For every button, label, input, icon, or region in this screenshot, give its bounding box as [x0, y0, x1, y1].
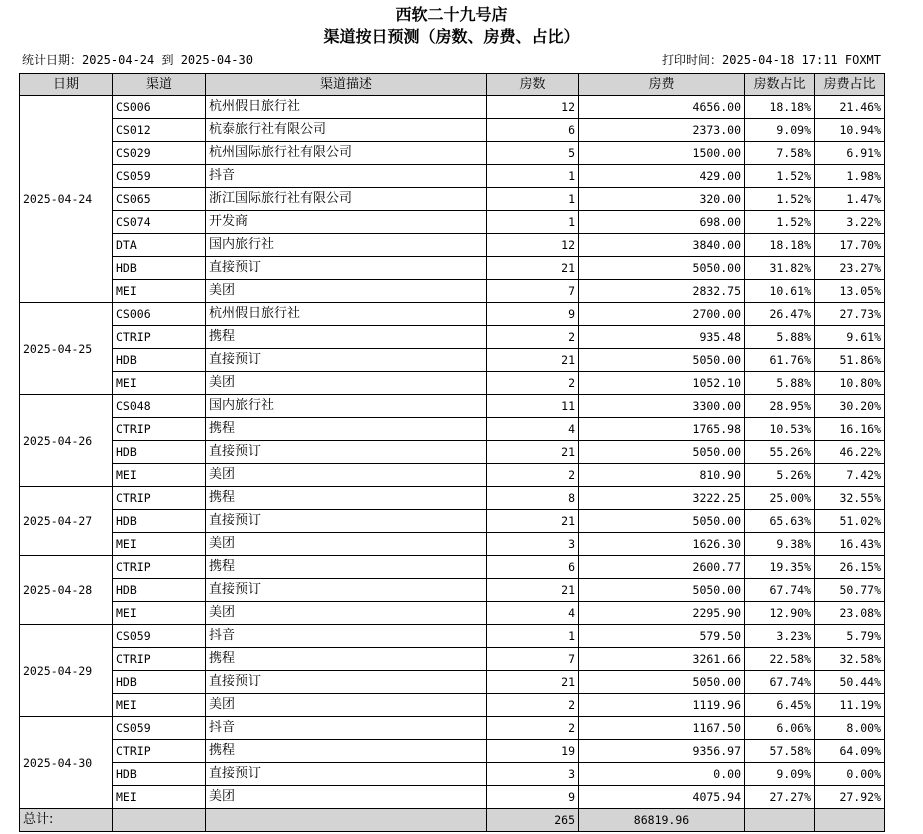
- channel-code-cell: HDB: [113, 579, 206, 602]
- table-row: [20, 717, 885, 740]
- room-pct-cell: 31.82%: [745, 257, 815, 280]
- channel-desc-cell: 携程: [206, 326, 487, 349]
- table-row: [20, 740, 885, 763]
- channel-code-cell: CS065: [113, 188, 206, 211]
- date-cell: 2025-04-24: [20, 96, 113, 303]
- room-pct-cell: 55.26%: [745, 441, 815, 464]
- channel-code-cell: CTRIP: [113, 487, 206, 510]
- col-header-channel-desc: 渠道描述: [206, 74, 487, 96]
- room-pct-cell: 57.58%: [745, 740, 815, 763]
- rooms-cell: 7: [487, 648, 579, 671]
- channel-desc-cell: 开发商: [206, 211, 487, 234]
- fee-cell: 5050.00: [579, 510, 745, 533]
- fee-cell: 1500.00: [579, 142, 745, 165]
- total-empty-fee-pct: [815, 809, 885, 832]
- fee-pct-cell: 23.27%: [815, 257, 885, 280]
- table-row: [20, 96, 885, 119]
- fee-pct-cell: 16.16%: [815, 418, 885, 441]
- rooms-cell: 2: [487, 464, 579, 487]
- fee-cell: 2295.90: [579, 602, 745, 625]
- channel-desc-cell: 美团: [206, 786, 487, 809]
- channel-code-cell: CS059: [113, 165, 206, 188]
- rooms-cell: 6: [487, 119, 579, 142]
- channel-desc-cell: 美团: [206, 694, 487, 717]
- fee-cell: 4075.94: [579, 786, 745, 809]
- table-row: [20, 326, 885, 349]
- fee-pct-cell: 5.79%: [815, 625, 885, 648]
- room-pct-cell: 61.76%: [745, 349, 815, 372]
- channel-code-cell: HDB: [113, 349, 206, 372]
- rooms-cell: 12: [487, 96, 579, 119]
- fee-pct-cell: 1.47%: [815, 188, 885, 211]
- channel-desc-cell: 携程: [206, 740, 487, 763]
- fee-cell: 3222.25: [579, 487, 745, 510]
- table-row: [20, 257, 885, 280]
- fee-pct-cell: 46.22%: [815, 441, 885, 464]
- rooms-cell: 21: [487, 671, 579, 694]
- table-row: [20, 142, 885, 165]
- table-row: [20, 763, 885, 786]
- rooms-cell: 3: [487, 533, 579, 556]
- channel-desc-cell: 抖音: [206, 717, 487, 740]
- fee-cell: 1765.98: [579, 418, 745, 441]
- channel-desc-cell: 携程: [206, 487, 487, 510]
- channel-code-cell: MEI: [113, 464, 206, 487]
- fee-cell: 2373.00: [579, 119, 745, 142]
- fee-pct-cell: 50.44%: [815, 671, 885, 694]
- fee-pct-cell: 13.05%: [815, 280, 885, 303]
- rooms-cell: 12: [487, 234, 579, 257]
- fee-cell: 4656.00: [579, 96, 745, 119]
- channel-desc-cell: 携程: [206, 418, 487, 441]
- room-pct-cell: 7.58%: [745, 142, 815, 165]
- fee-cell: 2600.77: [579, 556, 745, 579]
- channel-code-cell: DTA: [113, 234, 206, 257]
- room-pct-cell: 19.35%: [745, 556, 815, 579]
- channel-code-cell: HDB: [113, 257, 206, 280]
- room-pct-cell: 27.27%: [745, 786, 815, 809]
- rooms-cell: 9: [487, 303, 579, 326]
- channel-desc-cell: 国内旅行社: [206, 395, 487, 418]
- rooms-cell: 21: [487, 257, 579, 280]
- channel-desc-cell: 美团: [206, 602, 487, 625]
- channel-desc-cell: 直接预订: [206, 510, 487, 533]
- report-title: 渠道按日预测（房数、房费、占比）: [323, 27, 580, 46]
- col-header-rooms: 房数: [487, 74, 579, 96]
- room-pct-cell: 25.00%: [745, 487, 815, 510]
- room-pct-cell: 1.52%: [745, 211, 815, 234]
- rooms-cell: 3: [487, 763, 579, 786]
- room-pct-cell: 6.06%: [745, 717, 815, 740]
- channel-code-cell: CS012: [113, 119, 206, 142]
- rooms-cell: 2: [487, 717, 579, 740]
- fee-cell: 1119.96: [579, 694, 745, 717]
- channel-code-cell: CTRIP: [113, 326, 206, 349]
- fee-pct-cell: 51.86%: [815, 349, 885, 372]
- table-row: [20, 372, 885, 395]
- fee-cell: 1626.30: [579, 533, 745, 556]
- room-pct-cell: 67.74%: [745, 579, 815, 602]
- channel-desc-cell: 直接预订: [206, 349, 487, 372]
- room-pct-cell: 18.18%: [745, 96, 815, 119]
- rooms-cell: 4: [487, 418, 579, 441]
- room-pct-cell: 9.09%: [745, 119, 815, 142]
- table-row: [20, 694, 885, 717]
- total-label: 总计:: [20, 809, 113, 832]
- fee-pct-cell: 27.92%: [815, 786, 885, 809]
- fee-cell: 3840.00: [579, 234, 745, 257]
- channel-code-cell: CS029: [113, 142, 206, 165]
- fee-pct-cell: 1.98%: [815, 165, 885, 188]
- fee-cell: 3300.00: [579, 395, 745, 418]
- channel-desc-cell: 杭州假日旅行社: [206, 303, 487, 326]
- channel-desc-cell: 美团: [206, 533, 487, 556]
- rooms-cell: 1: [487, 625, 579, 648]
- channel-desc-cell: 抖音: [206, 625, 487, 648]
- table-row: [20, 234, 885, 257]
- table-body: [20, 96, 885, 809]
- fee-cell: 2700.00: [579, 303, 745, 326]
- channel-code-cell: HDB: [113, 763, 206, 786]
- rooms-cell: 4: [487, 602, 579, 625]
- fee-cell: 5050.00: [579, 349, 745, 372]
- channel-desc-cell: 直接预订: [206, 763, 487, 786]
- fee-cell: 5050.00: [579, 441, 745, 464]
- channel-desc-cell: 杭州国际旅行社有限公司: [206, 142, 487, 165]
- table-row: [20, 602, 885, 625]
- stat-date-range: 统计日期：2025-04-24 到 2025-04-30: [22, 53, 253, 67]
- col-header-date: 日期: [20, 74, 113, 96]
- channel-desc-cell: 美团: [206, 280, 487, 303]
- rooms-cell: 21: [487, 441, 579, 464]
- total-empty-room-pct: [745, 809, 815, 832]
- fee-cell: 320.00: [579, 188, 745, 211]
- table-row: [20, 280, 885, 303]
- channel-code-cell: MEI: [113, 602, 206, 625]
- channel-desc-cell: 国内旅行社: [206, 234, 487, 257]
- total-rooms: 265: [487, 809, 579, 832]
- rooms-cell: 11: [487, 395, 579, 418]
- rooms-cell: 2: [487, 326, 579, 349]
- rooms-cell: 2: [487, 694, 579, 717]
- table-row: [20, 510, 885, 533]
- rooms-cell: 21: [487, 579, 579, 602]
- table-row: [20, 556, 885, 579]
- table-row: [20, 349, 885, 372]
- table-row: [20, 211, 885, 234]
- fee-pct-cell: 10.80%: [815, 372, 885, 395]
- channel-desc-cell: 美团: [206, 372, 487, 395]
- room-pct-cell: 18.18%: [745, 234, 815, 257]
- fee-cell: 698.00: [579, 211, 745, 234]
- fee-pct-cell: 9.61%: [815, 326, 885, 349]
- room-pct-cell: 10.53%: [745, 418, 815, 441]
- table-row: [20, 648, 885, 671]
- channel-code-cell: CS059: [113, 717, 206, 740]
- print-time: 打印时间：2025-04-18 17:11 FOXMT: [662, 53, 881, 67]
- channel-code-cell: CS048: [113, 395, 206, 418]
- date-cell: 2025-04-25: [20, 303, 113, 395]
- rooms-cell: 1: [487, 165, 579, 188]
- table-row: [20, 119, 885, 142]
- col-header-channel: 渠道: [113, 74, 206, 96]
- table-row: [20, 303, 885, 326]
- col-header-fee-pct: 房费占比: [815, 74, 885, 96]
- fee-pct-cell: 21.46%: [815, 96, 885, 119]
- date-cell: 2025-04-30: [20, 717, 113, 809]
- channel-code-cell: CS006: [113, 96, 206, 119]
- table-row: [20, 441, 885, 464]
- channel-desc-cell: 杭州假日旅行社: [206, 96, 487, 119]
- room-pct-cell: 26.47%: [745, 303, 815, 326]
- fee-cell: 3261.66: [579, 648, 745, 671]
- room-pct-cell: 5.88%: [745, 372, 815, 395]
- date-cell: 2025-04-29: [20, 625, 113, 717]
- rooms-cell: 19: [487, 740, 579, 763]
- table-row: [20, 579, 885, 602]
- channel-code-cell: HDB: [113, 441, 206, 464]
- channel-desc-cell: 直接预订: [206, 579, 487, 602]
- fee-pct-cell: 26.15%: [815, 556, 885, 579]
- room-pct-cell: 3.23%: [745, 625, 815, 648]
- room-pct-cell: 1.52%: [745, 165, 815, 188]
- fee-cell: 935.48: [579, 326, 745, 349]
- room-pct-cell: 67.74%: [745, 671, 815, 694]
- rooms-cell: 2: [487, 372, 579, 395]
- channel-desc-cell: 直接预订: [206, 671, 487, 694]
- channel-desc-cell: 美团: [206, 464, 487, 487]
- room-pct-cell: 5.88%: [745, 326, 815, 349]
- date-cell: 2025-04-28: [20, 556, 113, 625]
- fee-cell: 810.90: [579, 464, 745, 487]
- fee-pct-cell: 6.91%: [815, 142, 885, 165]
- channel-desc-cell: 直接预订: [206, 441, 487, 464]
- rooms-cell: 1: [487, 188, 579, 211]
- fee-pct-cell: 10.94%: [815, 119, 885, 142]
- fee-pct-cell: 50.77%: [815, 579, 885, 602]
- table-row: [20, 671, 885, 694]
- channel-code-cell: MEI: [113, 694, 206, 717]
- room-pct-cell: 9.38%: [745, 533, 815, 556]
- fee-pct-cell: 7.42%: [815, 464, 885, 487]
- fee-pct-cell: 16.43%: [815, 533, 885, 556]
- channel-desc-cell: 抖音: [206, 165, 487, 188]
- fee-cell: 5050.00: [579, 579, 745, 602]
- col-header-room-pct: 房数占比: [745, 74, 815, 96]
- date-cell: 2025-04-26: [20, 395, 113, 487]
- total-fee: 86819.96: [579, 809, 745, 832]
- fee-pct-cell: 32.55%: [815, 487, 885, 510]
- channel-desc-cell: 浙江国际旅行社有限公司: [206, 188, 487, 211]
- room-pct-cell: 6.45%: [745, 694, 815, 717]
- fee-pct-cell: 3.22%: [815, 211, 885, 234]
- room-pct-cell: 9.09%: [745, 763, 815, 786]
- fee-pct-cell: 64.09%: [815, 740, 885, 763]
- channel-desc-cell: 直接预订: [206, 257, 487, 280]
- channel-code-cell: MEI: [113, 280, 206, 303]
- channel-code-cell: CS059: [113, 625, 206, 648]
- channel-code-cell: CTRIP: [113, 648, 206, 671]
- rooms-cell: 1: [487, 211, 579, 234]
- channel-forecast-table: [19, 73, 885, 832]
- channel-code-cell: CTRIP: [113, 740, 206, 763]
- room-pct-cell: 12.90%: [745, 602, 815, 625]
- room-pct-cell: 10.61%: [745, 280, 815, 303]
- room-pct-cell: 65.63%: [745, 510, 815, 533]
- channel-code-cell: MEI: [113, 786, 206, 809]
- fee-pct-cell: 51.02%: [815, 510, 885, 533]
- table-row: [20, 188, 885, 211]
- fee-cell: 5050.00: [579, 671, 745, 694]
- fee-pct-cell: 23.08%: [815, 602, 885, 625]
- fee-cell: 9356.97: [579, 740, 745, 763]
- rooms-cell: 7: [487, 280, 579, 303]
- channel-code-cell: CS006: [113, 303, 206, 326]
- fee-pct-cell: 27.73%: [815, 303, 885, 326]
- fee-pct-cell: 0.00%: [815, 763, 885, 786]
- channel-desc-cell: 携程: [206, 556, 487, 579]
- rooms-cell: 21: [487, 349, 579, 372]
- table-row: [20, 165, 885, 188]
- channel-desc-cell: 杭泰旅行社有限公司: [206, 119, 487, 142]
- room-pct-cell: 22.58%: [745, 648, 815, 671]
- col-header-fee: 房费: [579, 74, 745, 96]
- store-name: 西软二十九号店: [395, 5, 508, 24]
- fee-pct-cell: 8.00%: [815, 717, 885, 740]
- channel-code-cell: CTRIP: [113, 418, 206, 441]
- fee-pct-cell: 30.20%: [815, 395, 885, 418]
- header-row: [20, 74, 885, 96]
- channel-code-cell: MEI: [113, 372, 206, 395]
- total-empty-channel: [113, 809, 206, 832]
- rooms-cell: 8: [487, 487, 579, 510]
- fee-cell: 2832.75: [579, 280, 745, 303]
- fee-cell: 579.50: [579, 625, 745, 648]
- rooms-cell: 9: [487, 786, 579, 809]
- table-row: [20, 487, 885, 510]
- room-pct-cell: 5.26%: [745, 464, 815, 487]
- table-row: [20, 464, 885, 487]
- channel-code-cell: CS074: [113, 211, 206, 234]
- channel-code-cell: HDB: [113, 510, 206, 533]
- fee-cell: 1167.50: [579, 717, 745, 740]
- room-pct-cell: 1.52%: [745, 188, 815, 211]
- table-row: [20, 418, 885, 441]
- channel-code-cell: CTRIP: [113, 556, 206, 579]
- fee-cell: 5050.00: [579, 257, 745, 280]
- table-row: [20, 533, 885, 556]
- table-row: [20, 786, 885, 809]
- rooms-cell: 6: [487, 556, 579, 579]
- date-cell: 2025-04-27: [20, 487, 113, 556]
- fee-cell: 1052.10: [579, 372, 745, 395]
- fee-pct-cell: 32.58%: [815, 648, 885, 671]
- channel-code-cell: MEI: [113, 533, 206, 556]
- total-empty-desc: [206, 809, 487, 832]
- channel-desc-cell: 携程: [206, 648, 487, 671]
- fee-pct-cell: 11.19%: [815, 694, 885, 717]
- fee-cell: 429.00: [579, 165, 745, 188]
- room-pct-cell: 28.95%: [745, 395, 815, 418]
- total-row: [20, 809, 885, 832]
- table-row: [20, 625, 885, 648]
- fee-cell: 0.00: [579, 763, 745, 786]
- rooms-cell: 21: [487, 510, 579, 533]
- channel-code-cell: HDB: [113, 671, 206, 694]
- rooms-cell: 5: [487, 142, 579, 165]
- table-row: [20, 395, 885, 418]
- fee-pct-cell: 17.70%: [815, 234, 885, 257]
